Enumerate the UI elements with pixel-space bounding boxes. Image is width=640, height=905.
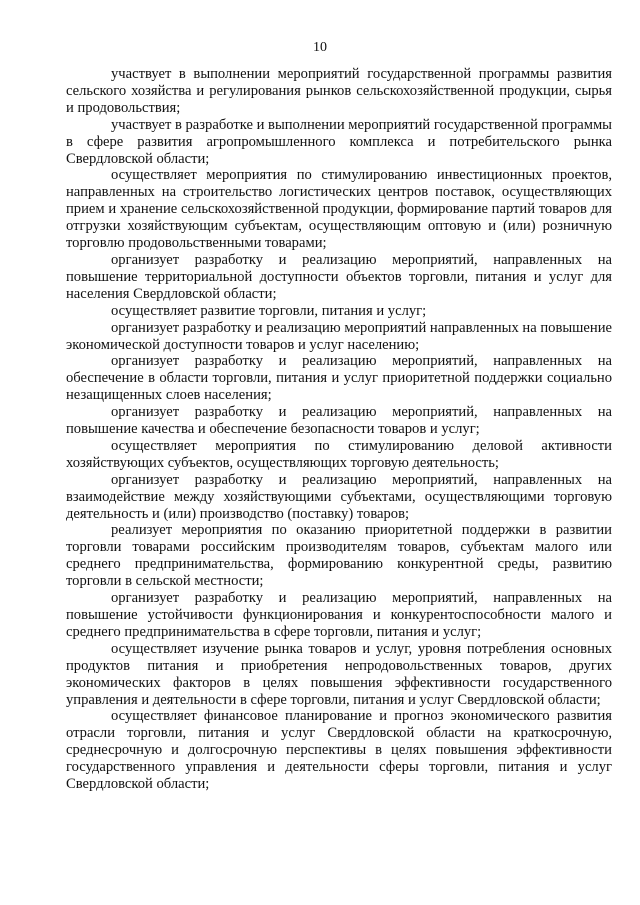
paragraph: осуществляет развитие торговли, питания и услуг; (111, 302, 427, 319)
paragraph: организует разработку и реализацию мероприятий направленных на повышение экономической доступности товаров и услуг населению; (66, 319, 612, 353)
paragraph: участвует в разработке и выполнении мероприятий государственной программы в сфере развития агропромышленного комплекса и потребительского рынка Свердловской области; (66, 116, 612, 167)
paragraph: организует разработку и реализацию мероприятий, направленных на повышение устойчивости функционирования и конкурентоспособности малого и среднего предпринимательства в сфере торговли, питания и услуг; (66, 590, 612, 640)
paragraph: участвует в выполнении мероприятий государственной программы развития сельского хозяйства и регулирования рынков сельскохозяйственной продукции, сырья и продовольствия; (66, 66, 612, 116)
paragraph: осуществляет финансовое планирование и прогноз экономического развития отрасли торговли, питания и услуг Свердловской области на краткосрочную, среднесрочную и долгосрочную перспективы в целях повышения эффективности государственного управления и деятельности сферы торговли, питания и услуг Свердловской области; (66, 708, 612, 793)
paragraph: организует разработку и реализацию мероприятий, направленных на повышение территориальной доступности объектов торговли, питания и услуг для населения Свердловской области; (66, 251, 612, 302)
page-number: 10 (313, 40, 327, 55)
paragraph: осуществляет мероприятия по стимулированию деловой активности хозяйствующих субъектов, осуществляющих торговую деятельность; (66, 437, 612, 471)
paragraph: организует разработку и реализацию мероприятий, направленных на взаимодействие между хозяйствующими субъектами, осуществляющими торговую деятельность и (или) производство (поставку) товаров; (66, 471, 612, 522)
paragraph: организует разработку и реализацию мероприятий, направленных на обеспечение в области торговли, питания и услуг приоритетной поддержки социально незащищенных слоев населения; (66, 353, 612, 404)
paragraph: организует разработку и реализацию мероприятий, направленных на повышение качества и обеспечение безопасности товаров и услуг; (66, 404, 612, 438)
paragraph: осуществляет мероприятия по стимулированию инвестиционных проектов, направленных на строительство логистических центров поставок, осуществляющих прием и хранение сельскохозяйственной продукции, формирование партий товаров для отгрузки хозяйствующим субъектам, осуществляющим оптовую и (или) розничную торговлю продовольственными товарами; (66, 167, 612, 252)
paragraph: реализует мероприятия по оказанию приоритетной поддержки в развитии торговли товарами российским производителям товаров, субъектам малого или среднего предпринимательства, формированию конкурентной среды, развитию торговли в сельской местности; (66, 522, 612, 590)
paragraph: осуществляет изучение рынка товаров и услуг, уровня потребления основных продуктов питания и приобретения непродовольственных товаров, других экономических факторов в целях повышения эффективности государственного управления и деятельности в сфере торговли, питания и услуг Свердловской области; (66, 640, 612, 708)
document-body (66, 66, 612, 793)
